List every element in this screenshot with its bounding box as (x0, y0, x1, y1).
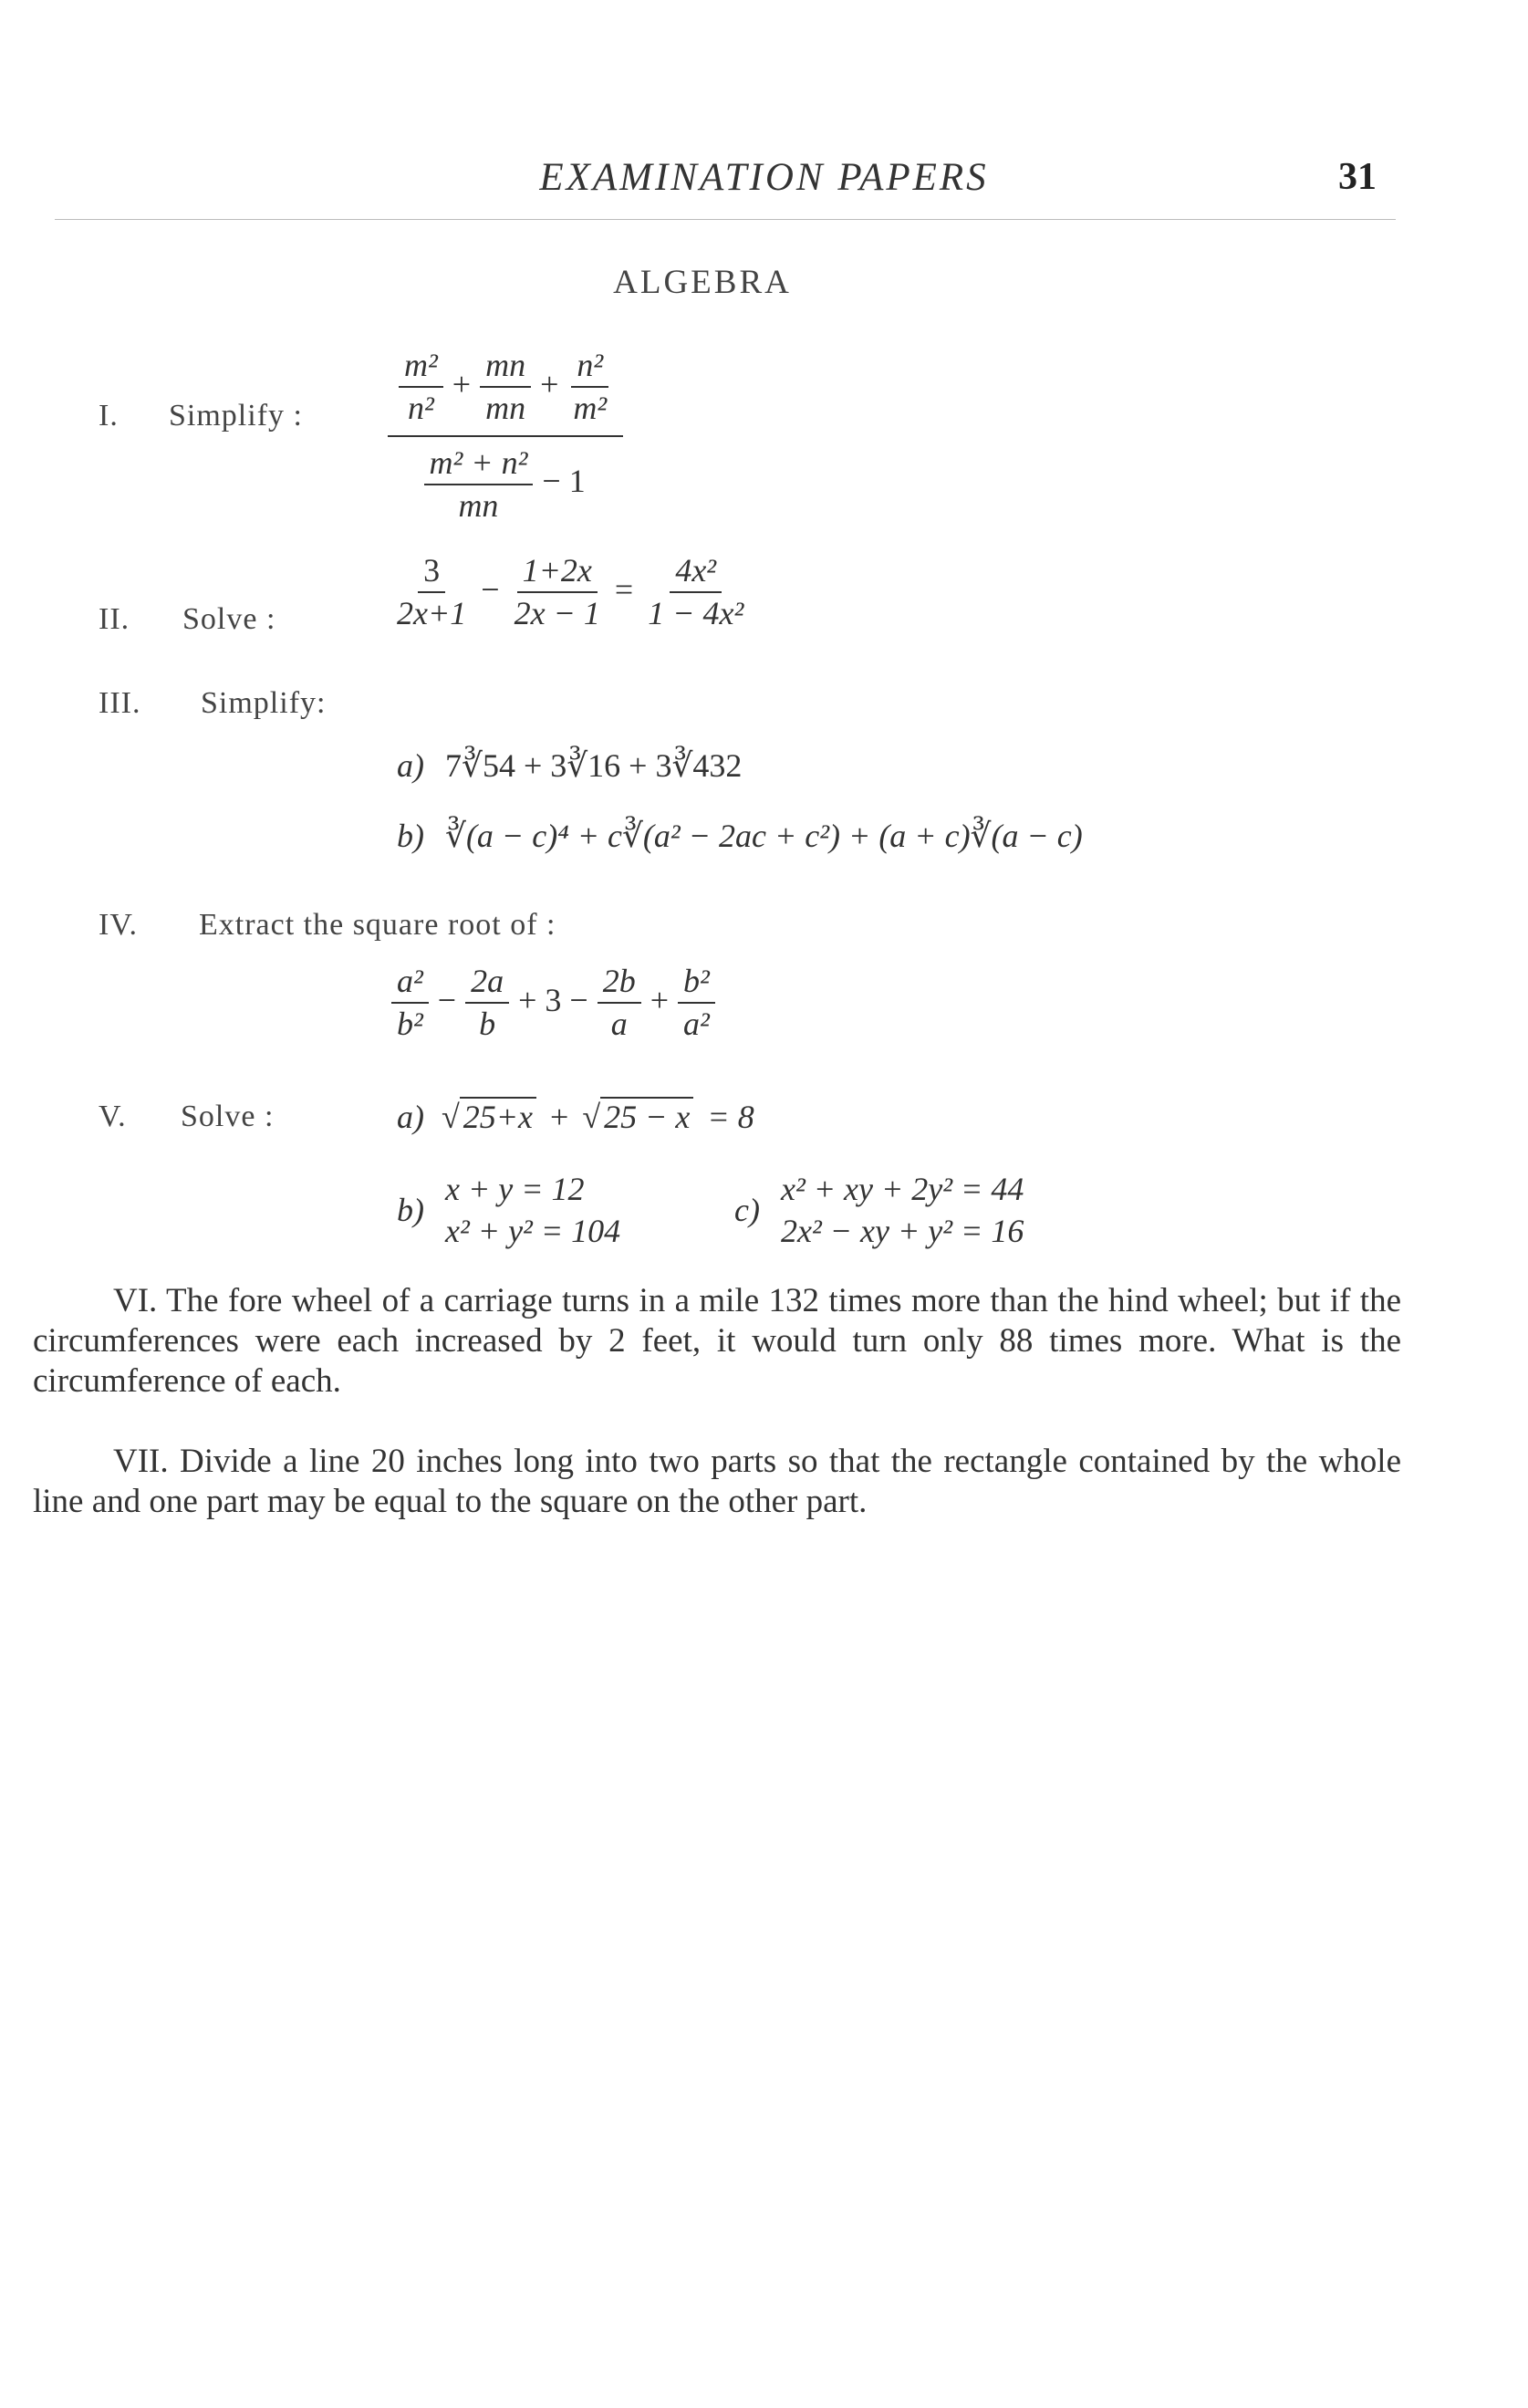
radicand: 25 − x (600, 1097, 693, 1135)
question-6-text: The fore wheel of a carriage turns in a mile 132 times more than the hind wheel; but if the circumferences were each increased by 2 feet, it would turn only 88 times more. What is the circumference of each. (33, 1282, 1401, 1400)
term-den: n² (408, 390, 434, 427)
operator: − (437, 981, 457, 1018)
minus-sign: − (481, 570, 500, 608)
term-den: mn (485, 390, 526, 427)
term-den: m² (573, 390, 608, 427)
part-label: a) (397, 1099, 424, 1135)
question-1-instruction: Simplify : (169, 399, 303, 433)
question-7 (33, 1442, 1401, 1522)
operator: + 3 − (518, 981, 588, 1018)
header-rule (55, 219, 1396, 220)
question-1-number: I. (99, 399, 119, 433)
term-den: b² (397, 1006, 423, 1043)
term-den: a² (683, 1006, 710, 1043)
question-2-expression (388, 552, 753, 633)
term-den: 1 − 4x² (648, 595, 744, 632)
lower-den: mn (458, 487, 499, 525)
plus-sign: + (550, 1099, 569, 1135)
term-den: b (479, 1006, 496, 1043)
question-3b (397, 817, 1083, 855)
question-5a: a) √ 25+x + √ 25 − x = 8 (397, 1099, 754, 1135)
rhs: = 8 (707, 1099, 754, 1135)
question-5b (397, 1168, 620, 1252)
lower-num: m² + n² (424, 444, 534, 485)
term-num: 2b (598, 963, 641, 1004)
equation: 2x² − xy + y² = 16 (780, 1213, 1024, 1249)
lower-tail: − 1 (542, 463, 586, 500)
term-den: 2x − 1 (514, 595, 600, 632)
radicand: 25+x (460, 1097, 536, 1135)
term-den: a (610, 1006, 628, 1043)
question-3-number: III. (99, 686, 141, 720)
question-3a (397, 746, 742, 785)
term-den: 2x+1 (397, 595, 467, 632)
question-7-number: VII. (113, 1443, 169, 1480)
equation: x² + xy + 2y² = 44 (780, 1171, 1024, 1207)
term-num: n² (571, 347, 608, 388)
question-7-text: Divide a line 20 inches long into two parts so that the rectangle contained by the whole line and one part may be equal to the square on the other part. (33, 1443, 1401, 1520)
plus-sign: + (452, 365, 472, 402)
term-num: 4x² (670, 552, 722, 593)
part-label: c) (734, 1192, 760, 1228)
part-label: b) (397, 1192, 424, 1228)
equation: x² + y² = 104 (445, 1213, 621, 1249)
question-4-instruction: Extract the square root of : (199, 908, 556, 942)
plus-sign: + (540, 365, 559, 402)
question-5-instruction: Solve : (181, 1100, 275, 1133)
term-num: 1+2x (517, 552, 598, 593)
running-title: EXAMINATION PAPERS (539, 156, 989, 199)
question-6 (33, 1281, 1401, 1402)
question-2-number: II. (99, 602, 130, 636)
operator: + (650, 981, 670, 1018)
term-num: 2a (465, 963, 509, 1004)
question-4-number: IV. (99, 908, 138, 942)
question-5-number: V. (99, 1100, 127, 1133)
term-num: mn (480, 347, 531, 388)
question-1-expression (388, 347, 623, 526)
question-5c (734, 1168, 1024, 1252)
question-2-instruction: Solve : (182, 602, 276, 636)
page-number: 31 (1338, 156, 1377, 198)
term-num: b² (678, 963, 715, 1004)
part-label: b) (397, 818, 424, 854)
part-expression: ∛(a − c)⁴ + c∛(a² − 2ac + c²) + (a + c)∛(a − c) (445, 818, 1083, 854)
term-num: 3 (418, 552, 445, 593)
term-num: a² (391, 963, 429, 1004)
equation: x + y = 12 (445, 1171, 585, 1207)
question-4-expression (388, 963, 719, 1044)
equals-sign: = (614, 570, 634, 608)
section-title: ALGEBRA (613, 264, 792, 301)
question-3-instruction: Simplify: (201, 686, 327, 720)
term-num: m² (399, 347, 443, 388)
part-label: a) (397, 747, 424, 784)
part-expression: 7∛54 + 3∛16 + 3∛432 (445, 747, 743, 784)
question-6-number: VI. (113, 1282, 158, 1319)
